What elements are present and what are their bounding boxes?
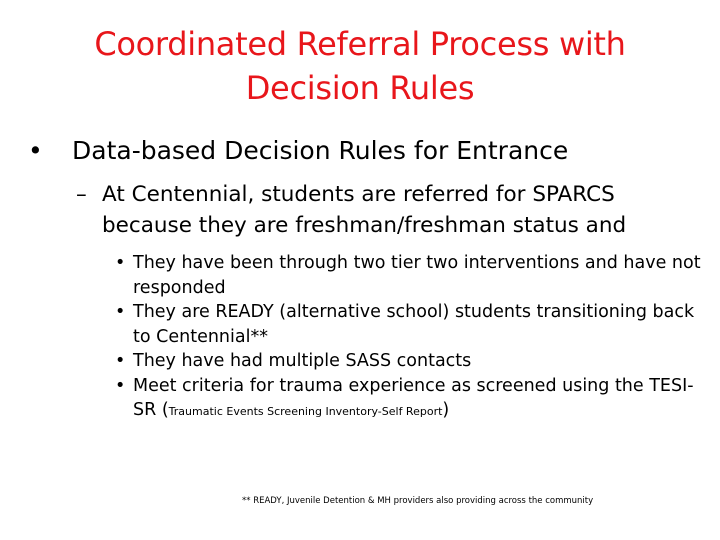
list-item [115, 374, 705, 425]
dash-bullet-icon: – [76, 182, 87, 207]
bullet-level-2 [76, 179, 676, 241]
bullet-level-2-text: At Centennial, students are referred for SPARCS because they are freshman/freshman status and [102, 182, 627, 238]
bullet-icon: • [28, 136, 43, 165]
list-item [115, 300, 705, 349]
list-item-text: They have been through two tier two interventions and have not responded [133, 253, 701, 298]
bullet-level-1 [28, 134, 568, 168]
slide-title [0, 22, 720, 110]
list-item-text: They are READY (alternative school) students transitioning back to Centennial** [133, 302, 695, 347]
list-item-closing-paren: ) [442, 400, 450, 420]
bullet-level-3-list [115, 251, 705, 425]
footnote: ** READY, Juvenile Detention & MH providers also providing across the community [242, 496, 594, 506]
bullet-icon: • [115, 253, 126, 273]
list-item-text: They have had multiple SASS contacts [133, 351, 472, 371]
list-item-text: Meet criteria for trauma experience as screened using the TESI-SR ( [133, 375, 694, 420]
list-item [115, 349, 705, 374]
bullet-level-1-text: Data-based Decision Rules for Entrance [72, 136, 569, 165]
list-item [115, 251, 705, 300]
slide-title-line-1: Coordinated Referral Process with [94, 25, 626, 63]
bullet-icon: • [115, 351, 126, 371]
slide-title-line-2: Decision Rules [245, 69, 475, 107]
bullet-icon: • [115, 302, 126, 322]
list-item-small-text: Traumatic Events Screening Inventory-Self Report [168, 405, 443, 418]
bullet-icon: • [115, 375, 126, 396]
